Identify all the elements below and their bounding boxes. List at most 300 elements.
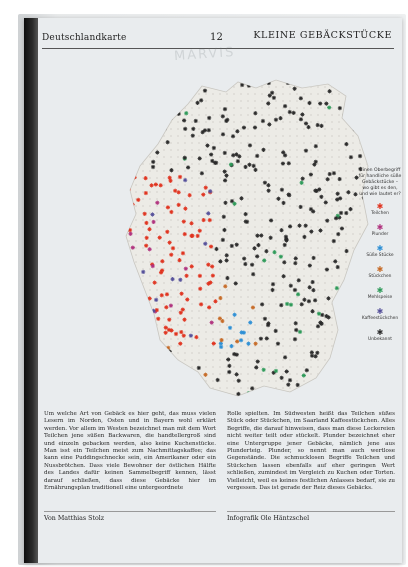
- map-grid-dot: [121, 198, 123, 200]
- map-grid-dot: [184, 394, 186, 396]
- map-grid-dot: [121, 366, 123, 368]
- map-grid-dot: [135, 289, 137, 291]
- map-grid-dot: [163, 114, 165, 116]
- map-grid-dot: [149, 282, 151, 284]
- map-grid-dot: [366, 107, 368, 109]
- map-grid-dot: [135, 226, 137, 228]
- map-grid-dot: [177, 310, 179, 312]
- map-grid-dot: [142, 226, 144, 228]
- map-grid-dot: [254, 184, 256, 186]
- map-grid-dot: [226, 79, 228, 81]
- map-grid-dot: [177, 394, 179, 396]
- map-grid-dot: [254, 177, 256, 179]
- map-grid-dot: [128, 303, 130, 305]
- map-marker-stroke: [187, 376, 190, 379]
- map-grid-dot: [345, 198, 347, 200]
- map-grid-dot: [240, 324, 242, 326]
- map-marker-stroke: [349, 318, 352, 321]
- map-marker-stroke: [351, 81, 354, 84]
- map-grid-dot: [149, 219, 151, 221]
- map-grid-dot: [184, 352, 186, 354]
- map-grid-dot: [219, 240, 221, 242]
- map-grid-dot: [121, 93, 123, 95]
- map-grid-dot: [247, 100, 249, 102]
- map-grid-dot: [324, 156, 326, 158]
- map-grid-dot: [261, 107, 263, 109]
- map-grid-dot: [170, 149, 172, 151]
- map-grid-dot: [135, 275, 137, 277]
- legend-label: Teilchen: [371, 211, 389, 216]
- map-grid-dot: [338, 121, 340, 123]
- map-grid-dot: [205, 191, 207, 193]
- map-grid-dot: [121, 394, 123, 396]
- map-grid-dot: [275, 359, 277, 361]
- map-grid-dot: [233, 93, 235, 95]
- map-grid-dot: [156, 380, 158, 382]
- map-grid-dot: [142, 261, 144, 263]
- map-grid-dot: [275, 240, 277, 242]
- map-marker-stroke: [144, 360, 147, 363]
- map-grid-dot: [345, 289, 347, 291]
- map-marker-stroke: [366, 90, 369, 93]
- germany-outline: [126, 80, 368, 396]
- map-grid-dot: [240, 100, 242, 102]
- map-grid-dot: [331, 324, 333, 326]
- map-grid-dot: [205, 93, 207, 95]
- map-grid-dot: [282, 100, 284, 102]
- map-grid-dot: [149, 156, 151, 158]
- map-grid-dot: [268, 296, 270, 298]
- map-marker-stroke: [135, 376, 138, 379]
- map-grid-dot: [240, 366, 242, 368]
- map-grid-dot: [184, 331, 186, 333]
- map-grid-dot: [317, 163, 319, 165]
- map-grid-dot: [191, 156, 193, 158]
- map-grid-dot: [275, 394, 277, 396]
- map-grid-dot: [233, 310, 235, 312]
- map-grid-dot: [366, 121, 368, 123]
- map-grid-dot: [303, 240, 305, 242]
- map-marker-stroke: [153, 330, 156, 333]
- map-grid-dot: [247, 373, 249, 375]
- map-marker-stroke: [123, 276, 126, 279]
- map-grid-dot: [163, 317, 165, 319]
- map-grid-dot: [254, 205, 256, 207]
- map-grid-dot: [331, 310, 333, 312]
- map-grid-dot: [310, 296, 312, 298]
- map-grid-dot: [268, 394, 270, 396]
- map-grid-dot: [338, 163, 340, 165]
- map-grid-dot: [156, 107, 158, 109]
- map-grid-dot: [352, 170, 354, 172]
- map-grid-dot: [282, 352, 284, 354]
- map-grid-dot: [163, 380, 165, 382]
- map-marker-stroke: [352, 348, 355, 351]
- map-grid-dot: [331, 254, 333, 256]
- map-grid-dot: [310, 366, 312, 368]
- map-grid-dot: [128, 219, 130, 221]
- map-grid-dot: [170, 261, 172, 263]
- map-grid-dot: [247, 261, 249, 263]
- map-grid-dot: [303, 296, 305, 298]
- map-marker-stroke: [141, 115, 144, 118]
- map-grid-dot: [205, 345, 207, 347]
- map-grid-dot: [135, 254, 137, 256]
- map-grid-dot: [345, 163, 347, 165]
- map-marker-stroke: [349, 286, 352, 289]
- map-marker-stroke: [127, 162, 130, 165]
- map-grid-dot: [226, 296, 228, 298]
- map-grid-dot: [240, 212, 242, 214]
- map-grid-dot: [282, 373, 284, 375]
- map-grid-dot: [149, 317, 151, 319]
- map-grid-dot: [191, 331, 193, 333]
- map-grid-dot: [177, 226, 179, 228]
- map-grid-dot: [352, 198, 354, 200]
- map-marker-stroke: [350, 352, 353, 355]
- map-grid-dot: [296, 121, 298, 123]
- map-marker-stroke: [146, 109, 149, 112]
- map-grid-dot: [212, 79, 214, 81]
- map-grid-dot: [156, 359, 158, 361]
- map-grid-dot: [170, 394, 172, 396]
- map-grid-dot: [170, 233, 172, 235]
- map-grid-dot: [135, 240, 137, 242]
- map-grid-dot: [331, 373, 333, 375]
- map-grid-dot: [219, 177, 221, 179]
- map-grid-dot: [135, 79, 137, 81]
- map-grid-dot: [331, 275, 333, 277]
- map-grid-dot: [338, 247, 340, 249]
- map-marker-stroke: [123, 180, 126, 183]
- map-grid-dot: [310, 198, 312, 200]
- map-grid-dot: [163, 219, 165, 221]
- map-grid-dot: [303, 142, 305, 144]
- map-marker-stroke: [123, 343, 126, 346]
- map-grid-dot: [128, 359, 130, 361]
- map-grid-dot: [268, 128, 270, 130]
- map-grid-dot: [352, 149, 354, 151]
- map-grid-dot: [261, 261, 263, 263]
- map-grid-dot: [219, 86, 221, 88]
- map-grid-dot: [317, 359, 319, 361]
- map-grid-dot: [247, 380, 249, 382]
- map-marker-stroke: [366, 375, 369, 378]
- map-grid-dot: [289, 240, 291, 242]
- map-grid-dot: [219, 219, 221, 221]
- map-grid-dot: [317, 282, 319, 284]
- map-grid-dot: [205, 142, 207, 144]
- map-grid-dot: [359, 387, 361, 389]
- map-grid-dot: [177, 135, 179, 137]
- map-grid-dot: [212, 156, 214, 158]
- map-grid-dot: [163, 128, 165, 130]
- map-marker-stroke: [138, 291, 141, 294]
- map-grid-dot: [219, 121, 221, 123]
- map-grid-dot: [247, 114, 249, 116]
- map-grid-dot: [282, 86, 284, 88]
- map-grid-dot: [303, 268, 305, 270]
- map-marker-stroke: [131, 389, 134, 392]
- map-marker-stroke: [161, 125, 164, 128]
- map-grid-dot: [324, 296, 326, 298]
- map-grid-dot: [331, 345, 333, 347]
- map-grid-dot: [282, 366, 284, 368]
- map-grid-dot: [331, 247, 333, 249]
- legend-intro: Einen Oberbegriff für handliche süße Gebäckstücke – wo gibt es den, und wie lautet er?: [358, 168, 402, 197]
- map-grid-dot: [275, 275, 277, 277]
- map-grid-dot: [296, 128, 298, 130]
- map-grid-dot: [261, 317, 263, 319]
- map-grid-dot: [212, 310, 214, 312]
- map-grid-dot: [268, 352, 270, 354]
- map-grid-dot: [163, 184, 165, 186]
- map-grid-dot: [205, 275, 207, 277]
- map-grid-dot: [331, 156, 333, 158]
- map-grid-dot: [163, 163, 165, 165]
- map-grid-dot: [128, 373, 130, 375]
- map-grid-dot: [261, 240, 263, 242]
- map-marker-stroke: [124, 280, 127, 283]
- map-grid-dot: [324, 226, 326, 228]
- map-grid-dot: [170, 338, 172, 340]
- map-grid-dot: [128, 86, 130, 88]
- map-grid-dot: [149, 79, 151, 81]
- map-grid-dot: [205, 317, 207, 319]
- map-grid-dot: [219, 324, 221, 326]
- map-grid-dot: [296, 177, 298, 179]
- map-grid-dot: [359, 135, 361, 137]
- map-grid-dot: [282, 289, 284, 291]
- map-grid-dot: [296, 366, 298, 368]
- map-grid-dot: [177, 107, 179, 109]
- map-marker-stroke: [126, 134, 129, 137]
- map-grid-dot: [275, 317, 277, 319]
- map-grid-dot: [338, 345, 340, 347]
- page-number: 12: [210, 32, 224, 43]
- map-marker-stroke: [348, 107, 351, 110]
- map-grid-dot: [142, 86, 144, 88]
- map-grid-dot: [247, 303, 249, 305]
- map-grid-dot: [135, 310, 137, 312]
- map-grid-dot: [191, 380, 193, 382]
- map-grid-dot: [191, 303, 193, 305]
- map-grid-dot: [352, 226, 354, 228]
- map-grid-dot: [338, 128, 340, 130]
- map-marker-stroke: [149, 324, 152, 327]
- map-grid-dot: [219, 79, 221, 81]
- map-grid-dot: [226, 219, 228, 221]
- map-grid-dot: [310, 268, 312, 270]
- map-grid-dot: [303, 359, 305, 361]
- map-grid-dot: [212, 387, 214, 389]
- map-grid-dot: [289, 184, 291, 186]
- map-grid-dot: [240, 373, 242, 375]
- map-grid-dot: [352, 142, 354, 144]
- map-marker-stroke: [127, 350, 130, 353]
- map-grid-dot: [303, 317, 305, 319]
- map-grid-dot: [359, 352, 361, 354]
- map-grid-dot: [324, 233, 326, 235]
- map-grid-dot: [163, 198, 165, 200]
- map-marker-stroke: [192, 81, 195, 84]
- map-marker-stroke: [155, 138, 158, 141]
- map-grid-dot: [149, 261, 151, 263]
- map-grid-dot: [275, 373, 277, 375]
- map-grid-dot: [338, 373, 340, 375]
- map-grid-dot: [317, 128, 319, 130]
- map-grid-dot: [212, 212, 214, 214]
- map-grid-dot: [352, 275, 354, 277]
- map-marker-stroke: [351, 303, 354, 306]
- map-grid-dot: [268, 79, 270, 81]
- map-grid-dot: [156, 128, 158, 130]
- map-grid-dot: [261, 79, 263, 81]
- map-grid-dot: [247, 324, 249, 326]
- map-grid-dot: [121, 345, 123, 347]
- map-marker-stroke: [188, 382, 191, 385]
- map-marker-stroke: [123, 264, 126, 267]
- map-grid-dot: [149, 233, 151, 235]
- map-grid-dot: [296, 198, 298, 200]
- map-grid-dot: [149, 359, 151, 361]
- map-grid-dot: [338, 310, 340, 312]
- map-grid-dot: [261, 282, 263, 284]
- map-grid-dot: [233, 254, 235, 256]
- map-marker-stroke: [344, 298, 347, 301]
- map-grid-dot: [296, 240, 298, 242]
- map-grid-dot: [240, 310, 242, 312]
- map-grid-dot: [121, 268, 123, 270]
- map-grid-dot: [268, 149, 270, 151]
- map-grid-dot: [352, 205, 354, 207]
- map-grid-dot: [121, 324, 123, 326]
- map-grid-dot: [317, 107, 319, 109]
- map-marker-stroke: [140, 150, 143, 153]
- map-grid-dot: [275, 184, 277, 186]
- map-grid-dot: [359, 86, 361, 88]
- map-grid-dot: [275, 128, 277, 130]
- map-grid-dot: [282, 128, 284, 130]
- map-grid-dot: [135, 114, 137, 116]
- map-grid-dot: [191, 296, 193, 298]
- map-marker-stroke: [163, 127, 166, 130]
- map-marker-stroke: [146, 143, 149, 146]
- map-grid-dot: [184, 324, 186, 326]
- map-grid-dot: [205, 289, 207, 291]
- map-grid-dot: [128, 345, 130, 347]
- map-grid-dot: [261, 191, 263, 193]
- map-grid-dot: [345, 135, 347, 137]
- map-grid-dot: [156, 254, 158, 256]
- map-grid-dot: [205, 233, 207, 235]
- map-grid-dot: [331, 394, 333, 396]
- map-grid-dot: [205, 240, 207, 242]
- map-grid-dot: [212, 373, 214, 375]
- map-grid-dot: [331, 163, 333, 165]
- map-marker-stroke: [326, 386, 329, 389]
- map-grid-dot: [261, 205, 263, 207]
- map-grid-dot: [226, 114, 228, 116]
- map-grid-dot: [289, 310, 291, 312]
- map-marker-stroke: [339, 295, 342, 298]
- map-grid-dot: [177, 289, 179, 291]
- map-grid-dot: [184, 212, 186, 214]
- map-grid-dot: [331, 212, 333, 214]
- map-grid-dot: [261, 184, 263, 186]
- map-grid-dot: [359, 121, 361, 123]
- map-marker-stroke: [123, 276, 126, 279]
- map-grid-dot: [233, 184, 235, 186]
- map-grid-dot: [352, 135, 354, 137]
- map-grid-dot: [233, 324, 235, 326]
- map-grid-dot: [170, 282, 172, 284]
- map-grid-dot: [135, 261, 137, 263]
- map-grid-dot: [359, 79, 361, 81]
- map-grid-dot: [282, 338, 284, 340]
- map-grid-dot: [212, 380, 214, 382]
- map-grid-dot: [268, 233, 270, 235]
- map-grid-dot: [296, 254, 298, 256]
- map-grid-dot: [345, 254, 347, 256]
- map-grid-dot: [366, 86, 368, 88]
- map-grid-dot: [226, 233, 228, 235]
- map-grid-dot: [184, 142, 186, 144]
- map-grid-dot: [282, 184, 284, 186]
- map-grid-dot: [310, 387, 312, 389]
- map-grid-dot: [324, 121, 326, 123]
- map-grid-dot: [247, 331, 249, 333]
- map-grid-dot: [324, 387, 326, 389]
- map-grid-dot: [149, 163, 151, 165]
- map-grid-dot: [163, 366, 165, 368]
- map-grid-dot: [296, 226, 298, 228]
- map-grid-dot: [240, 114, 242, 116]
- map-grid-dot: [254, 352, 256, 354]
- map-grid-dot: [289, 128, 291, 130]
- map-grid-dot: [359, 163, 361, 165]
- map-grid-dot: [268, 310, 270, 312]
- map-grid-dot: [233, 142, 235, 144]
- map-grid-dot: [212, 191, 214, 193]
- map-marker-stroke: [326, 391, 329, 394]
- map-grid-dot: [219, 156, 221, 158]
- map-marker-stroke: [126, 90, 129, 93]
- map-grid-dot: [191, 282, 193, 284]
- map-grid-dot: [191, 198, 193, 200]
- map-grid-dot: [121, 303, 123, 305]
- map-marker-stroke: [145, 87, 148, 90]
- map-marker-stroke: [123, 132, 126, 135]
- map-grid-dot: [184, 380, 186, 382]
- map-grid-dot: [135, 100, 137, 102]
- map-grid-dot: [289, 212, 291, 214]
- map-marker-stroke: [303, 387, 306, 390]
- map-grid-dot: [191, 177, 193, 179]
- map-grid-dot: [149, 86, 151, 88]
- map-grid-dot: [352, 366, 354, 368]
- map-grid-dot: [338, 303, 340, 305]
- map-grid-dot: [205, 114, 207, 116]
- map-grid-dot: [177, 219, 179, 221]
- map-grid-dot: [310, 226, 312, 228]
- map-marker-stroke: [124, 212, 127, 215]
- map-grid-dot: [240, 177, 242, 179]
- map-marker-stroke: [137, 358, 140, 361]
- map-grid-dot: [331, 289, 333, 291]
- map-grid-dot: [296, 79, 298, 81]
- map-grid-dot: [177, 240, 179, 242]
